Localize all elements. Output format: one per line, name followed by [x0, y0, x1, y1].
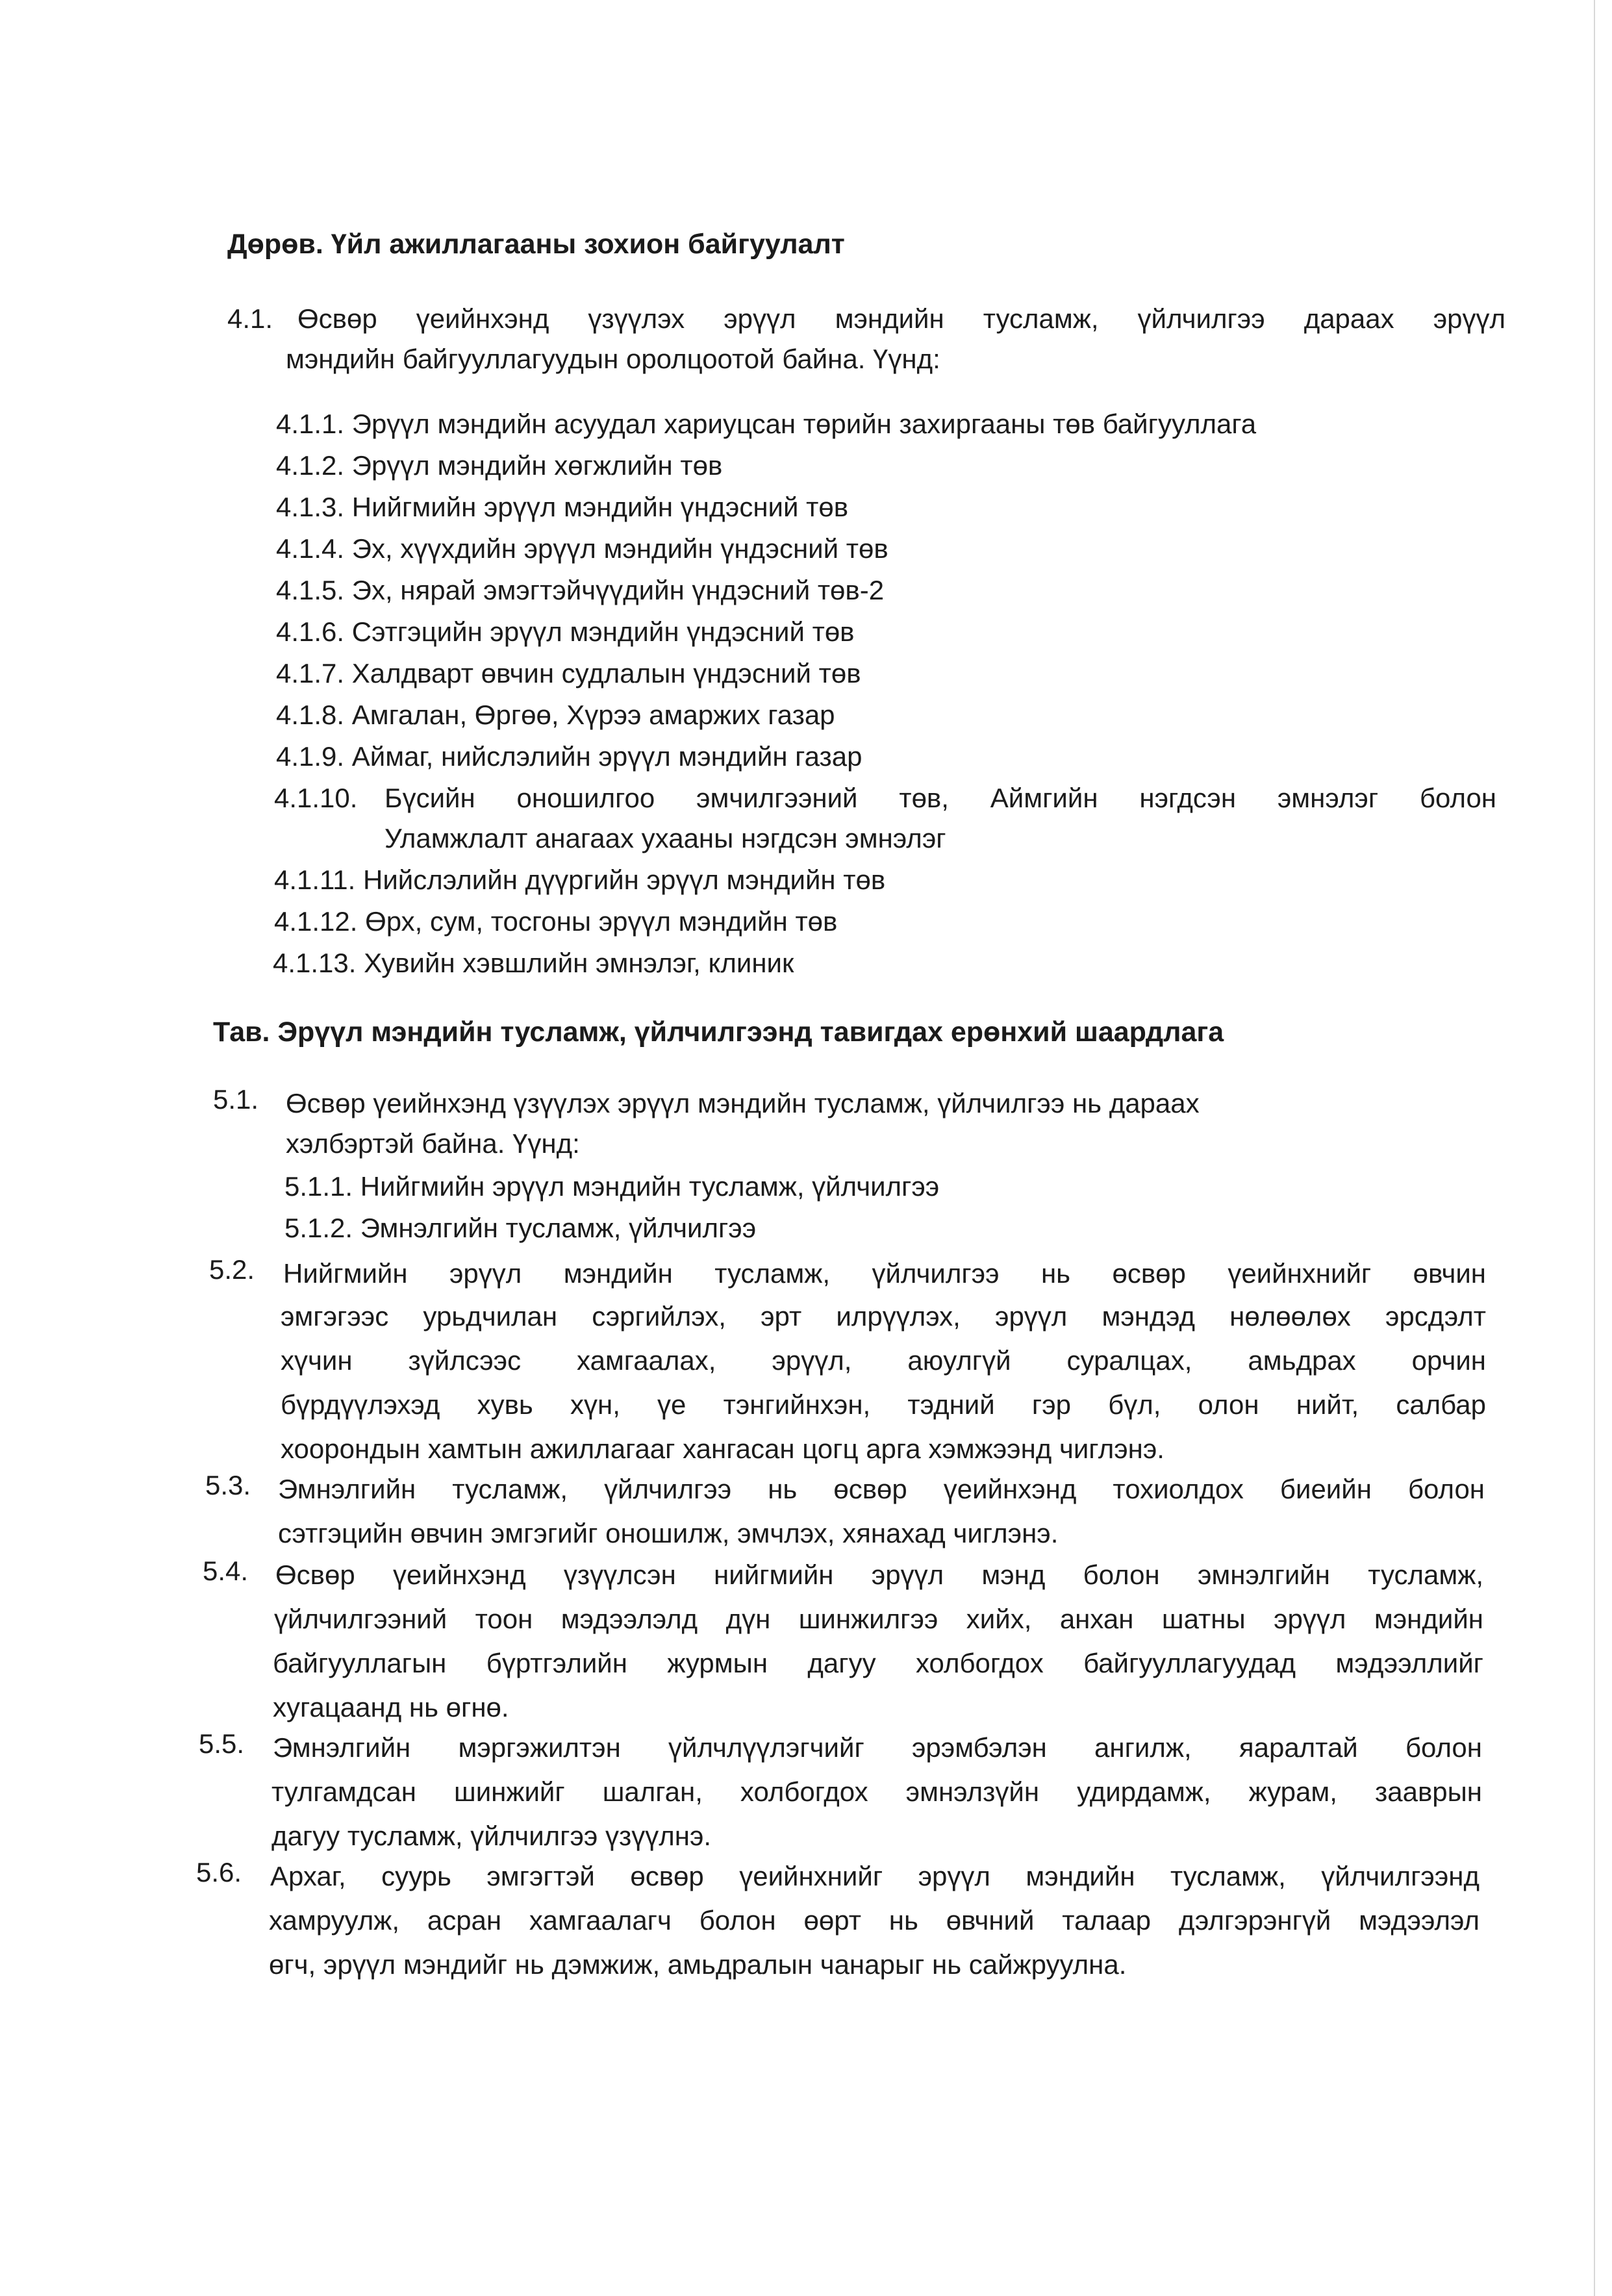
para-5-6-line: өгч, эрүүл мэндийг нь дэмжиж, амьдралын чанарыг нь сайжруулна. — [269, 1949, 1127, 1980]
list-item: 4.1.2. Эрүүл мэндийн хөгжлийн төв — [276, 450, 723, 481]
list-item: 4.1.7. Халдварт өвчин судлалын үндэсний төв — [276, 658, 861, 688]
para-5-6-line: Архаг, суурь эмгэгтэй өсвөр үеийнхнийг эрүүл мэндийн тусламж, үйлчилгээнд — [270, 1861, 1480, 1891]
para-5-5-number: 5.5. — [199, 1728, 245, 1759]
para-5-2-line: хоорондын хамтын ажиллагааг хангасан цогц арга хэмжээнд чиглэнэ. — [281, 1433, 1165, 1464]
section-5-heading: Тав. Эрүүл мэндийн тусламж, үйлчилгээнд тавигдах ерөнхий шаардлага — [213, 1016, 1224, 1048]
list-item-number: 4.1.10. — [274, 783, 358, 813]
para-5-2-line: хүчин зүйлсээс хамгаалах, эрүүл, аюулгүй суралцах, амьдрах орчин — [281, 1345, 1486, 1376]
para-5-5-line: тулгамдсан шинжийг шалган, холбогдох эмнэлзүйн удирдамж, журам, зааврын — [271, 1776, 1482, 1807]
list-item: 4.1.6. Сэтгэцийн эрүүл мэндийн үндэсний төв — [276, 616, 855, 647]
section-4-heading: Дөрөв. Үйл ажиллагааны зохион байгуулалт — [227, 229, 845, 260]
list-item: Уламжлалт анагаах ухааны нэгдсэн эмнэлэг — [384, 823, 946, 853]
list-item: 4.1.9. Аймаг, нийслэлийн эрүүл мэндийн газар — [276, 741, 863, 772]
list-item: 4.1.5. Эх, нярай эмэгтэйчүүдийн үндэсний төв-2 — [276, 575, 885, 605]
para-5-4-number: 5.4. — [203, 1556, 249, 1586]
para-5-2-line: бүрдүүлэхэд хувь хүн, үе тэнгийнхэн, тэдний гэр бүл, олон нийт, салбар — [281, 1389, 1486, 1420]
list-item: 4.1.8. Амгалан, Өргөө, Хүрээ амаржих газар — [276, 700, 835, 730]
para-5-6-line: хамруулж, асран хамгаалагч болон өөрт нь өвчний талаар дэлгэрэнгүй мэдээлэл — [269, 1905, 1480, 1936]
para-5-3-line: сэтгэцийн өвчин эмгэгийг оношилж, эмчлэх, хянахад чиглэнэ. — [278, 1518, 1059, 1548]
para-5-3-number: 5.3. — [205, 1470, 251, 1500]
para-4-1-line-2: мэндийн байгууллагуудын оролцоотой байна. Үүнд: — [286, 344, 940, 374]
list-item: 4.1.11. Нийслэлийн дүүргийн эрүүл мэндийн төв — [274, 864, 886, 895]
para-5-4-line: байгууллагын бүртгэлийн журмын дагуу холбогдох байгууллагуудад мэдээллийг — [273, 1648, 1483, 1678]
list-item: 4.1.12. Өрх, сум, тосгоны эрүүл мэндийн төв — [274, 906, 838, 937]
para-5-3-line: Эмнэлгийн тусламж, үйлчилгээ нь өсвөр үеийнхэнд тохиолдох биеийн болон — [278, 1474, 1485, 1504]
para-5-4-line: хугацаанд нь өгнө. — [273, 1692, 509, 1722]
list-item: 4.1.3. Нийгмийн эрүүл мэндийн үндэсний төв — [276, 492, 849, 522]
para-5-4-line: Өсвөр үеийнхэнд үзүүлсэн нийгмийн эрүүл мэнд болон эмнэлгийн тусламж, — [275, 1559, 1483, 1590]
para-5-2-line: Нийгмийн эрүүл мэндийн тусламж, үйлчилгээ нь өсвөр үеийнхнийг өвчин — [283, 1258, 1486, 1289]
para-4-1-number: 4.1. — [227, 303, 273, 334]
para-5-1-number: 5.1. — [213, 1084, 259, 1115]
para-5-5-line: Эмнэлгийн мэргэжилтэн үйлчлүүлэгчийг эрэмбэлэн ангилж, яаралтай болон — [273, 1732, 1482, 1763]
list-item: 4.1.1. Эрүүл мэндийн асуудал хариуцсан төрийн захиргааны төв байгууллага — [276, 409, 1257, 439]
para-5-2-number: 5.2. — [209, 1254, 255, 1285]
sub-item-5-1-2: 5.1.2. Эмнэлгийн тусламж, үйлчилгээ — [284, 1213, 757, 1243]
para-5-4-line: үйлчилгээний тоон мэдээлэлд дүн шинжилгээ хийх, анхан шатны эрүүл мэндийн — [274, 1604, 1483, 1634]
para-5-2-line: эмгэгээс урьдчилан сэргийлэх, эрт илрүүлэх, эрүүл мэндэд нөлөөлөх эрсдэлт — [281, 1301, 1486, 1331]
para-5-6-number: 5.6. — [196, 1857, 242, 1887]
list-item: 4.1.13. Хувийн хэвшлийн эмнэлэг, клиник — [273, 948, 794, 978]
sub-item-5-1-1: 5.1.1. Нийгмийн эрүүл мэндийн тусламж, үйлчилгээ — [284, 1171, 940, 1202]
page-edge — [1594, 0, 1595, 2296]
list-item: 4.1.4. Эх, хүүхдийн эрүүл мэндийн үндэсний төв — [276, 533, 888, 564]
para-5-1-line: Өсвөр үеийнхэнд үзүүлэх эрүүл мэндийн тусламж, үйлчилгээ нь дараах — [286, 1088, 1200, 1118]
para-4-1-line-1: Өсвөр үеийнхэнд үзүүлэх эрүүл мэндийн тусламж, үйлчилгээ дараах эрүүл — [297, 303, 1505, 334]
para-5-5-line: дагуу тусламж, үйлчилгээ үзүүлнэ. — [271, 1821, 712, 1851]
list-item: Бүсийн оношилгоо эмчилгээний төв, Аймгийн нэгдсэн эмнэлэг болон — [384, 783, 1496, 813]
para-5-1-line: хэлбэртэй байна. Үүнд: — [286, 1128, 580, 1159]
